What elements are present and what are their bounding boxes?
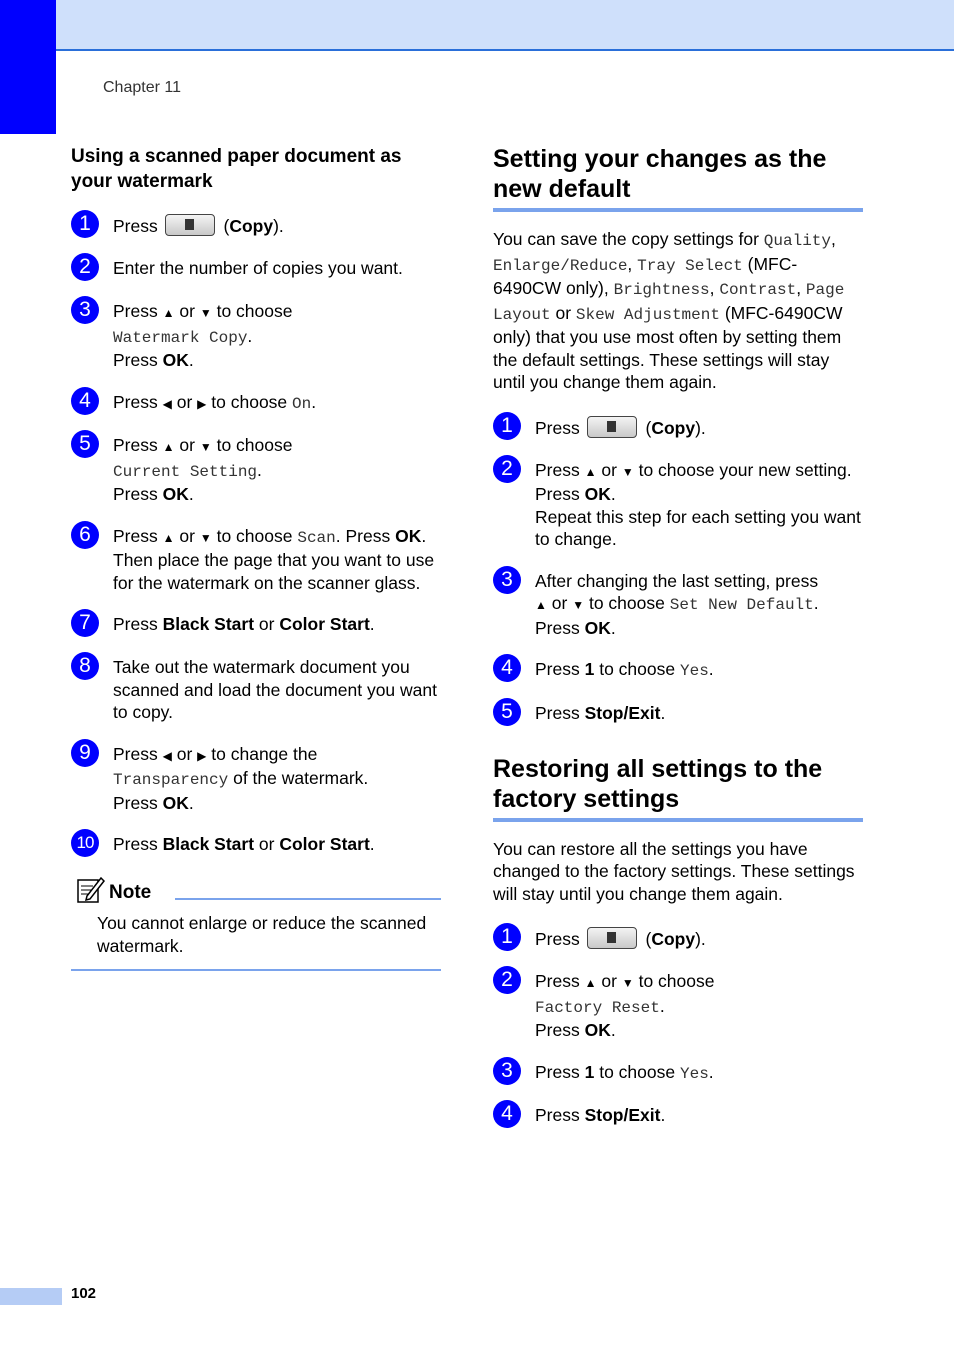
step-number: 8 — [71, 652, 99, 680]
down-arrow-icon: ▼ — [199, 306, 212, 320]
note-rule — [175, 898, 441, 900]
left-column — [71, 144, 441, 971]
default-settings-heading: Setting your changes as the new default — [493, 144, 863, 212]
factory-step-4: 4 Press Stop/Exit. — [493, 1104, 863, 1128]
step-number: 4 — [493, 1100, 521, 1128]
down-arrow-icon: ▼ — [199, 530, 212, 545]
step-2: 2 Enter the number of copies you want. — [71, 257, 441, 281]
right-column — [493, 144, 863, 1147]
step-number: 3 — [71, 296, 99, 324]
step-number: 9 — [71, 739, 99, 767]
down-arrow-icon: ▼ — [199, 440, 212, 454]
note-title: Note — [109, 882, 152, 903]
step-number: 2 — [71, 253, 99, 281]
step-number: 1 — [493, 923, 521, 951]
step-number: 7 — [71, 609, 99, 637]
default-step-2: 2 Press ▲ or ▼ to choose your new setting. Press OK. Repeat this step for each setting you want to change. — [493, 459, 863, 551]
step-number: 1 — [493, 412, 521, 440]
step-number: 2 — [493, 966, 521, 994]
default-step-3: 3 After changing the last setting, press ▲ or ▼ to choose Set New Default. Press OK. — [493, 570, 863, 640]
factory-settings-intro: You can restore all the settings you have changed to the factory settings. These settings will stay until you change them again. — [493, 838, 855, 904]
step-4: 4 Press ◀ or ▶ to choose On. — [71, 391, 441, 416]
page-number: 102 — [71, 1285, 97, 1302]
down-arrow-icon: ▼ — [621, 464, 634, 479]
step-6: 6 Press ▲ or ▼ to choose Scan. Press OK. Then place the page that you want to use for the watermark on the scanner glass. — [71, 525, 441, 595]
note-pencil-icon — [75, 876, 105, 904]
default-step-5: 5 Press Stop/Exit. — [493, 702, 863, 726]
page-number-bar — [0, 1288, 62, 1305]
step-number: 10 — [71, 829, 99, 857]
right-arrow-icon: ▶ — [197, 396, 207, 411]
right-arrow-icon: ▶ — [197, 748, 207, 763]
step-5: 5 Press ▲ or ▼ to choose Current Setting. Press OK. — [71, 434, 441, 506]
left-arrow-icon: ◀ — [162, 748, 172, 763]
copy-key-icon — [165, 214, 215, 236]
default-step-4: 4 Press 1 to choose Yes. — [493, 658, 863, 683]
down-arrow-icon: ▼ — [621, 976, 634, 990]
step-number: 1 — [71, 210, 99, 238]
step-9: 9 Press ◀ or ▶ to change the Transparency of the watermark. Press OK. — [71, 743, 441, 815]
up-arrow-icon: ▲ — [584, 976, 597, 990]
step-7: 7 Press Black Start or Color Start. — [71, 613, 441, 637]
up-arrow-icon: ▲ — [584, 464, 597, 479]
step-number: 4 — [493, 654, 521, 682]
default-settings-intro: You can save the copy settings for Quality, Enlarge/Reduce, Tray Select (MFC-6490CW only), Brightness, Contrast, Page Layout or Skew Adjustment (MFC-6490CW only) that you use most often by setting them the default settings. These settings will stay until you change them again. — [493, 229, 845, 392]
step-3: 3 Press ▲ or ▼ to choose Watermark Copy. Press OK. — [71, 300, 441, 372]
factory-settings-heading: Restoring all settings to the factory settings — [493, 754, 863, 822]
step-1: 1 Press (Copy). — [71, 214, 441, 238]
step-number: 4 — [71, 387, 99, 415]
step-number: 6 — [71, 521, 99, 549]
chapter-label: Chapter 11 — [103, 79, 181, 96]
up-arrow-icon: ▲ — [162, 530, 175, 545]
factory-step-3: 3 Press 1 to choose Yes. — [493, 1061, 863, 1086]
factory-step-1: 1 Press (Copy). — [493, 927, 863, 951]
step-number: 5 — [71, 430, 99, 458]
note-box — [71, 876, 441, 971]
copy-key-icon — [587, 927, 637, 949]
step-number: 3 — [493, 1057, 521, 1085]
default-step-1: 1 Press (Copy). — [493, 416, 863, 440]
chapter-tab — [0, 0, 56, 134]
watermark-heading: Using a scanned paper document as your watermark — [71, 146, 402, 192]
copy-key-icon — [587, 416, 637, 438]
step-10: 10 Press Black Start or Color Start. — [71, 833, 441, 857]
top-band — [0, 0, 954, 51]
down-arrow-icon: ▼ — [572, 598, 585, 612]
note-body: You cannot enlarge or reduce the scanned watermark. — [71, 904, 441, 971]
step-number: 3 — [493, 566, 521, 594]
step-number: 5 — [493, 698, 521, 726]
up-arrow-icon: ▲ — [162, 440, 175, 454]
step-8: 8 Take out the watermark document you scanned and load the document you want to copy. — [71, 656, 441, 724]
up-arrow-icon: ▲ — [162, 306, 175, 320]
left-arrow-icon: ◀ — [162, 396, 172, 411]
step-number: 2 — [493, 455, 521, 483]
up-arrow-icon: ▲ — [535, 598, 547, 612]
factory-step-2: 2 Press ▲ or ▼ to choose Factory Reset. Press OK. — [493, 970, 863, 1042]
